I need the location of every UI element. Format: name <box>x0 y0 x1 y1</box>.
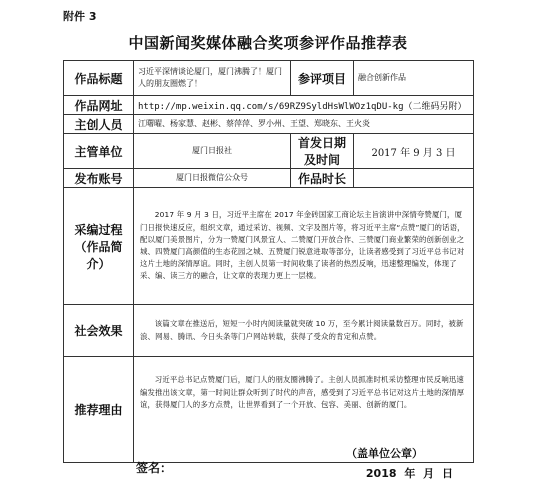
duration-label: 作品时长 <box>291 169 354 188</box>
first-publish-value: 2017 年 9 月 3 日 <box>354 134 474 169</box>
process-label: 采编过程 （作品简介） <box>64 188 134 305</box>
row-work-title <box>64 61 474 96</box>
reason-label: 推荐理由 <box>64 357 134 463</box>
first-publish-label: 首发日期及时间 <box>291 134 354 169</box>
effect-text: 该篇文章在推送后，短短一小时内阅读量就突破 10 万，至今累计阅读量数百万。同时，被新浪、网易、腾讯、今日头条等门户网站转载，获得了受众的肯定和点赞。 <box>134 305 474 357</box>
work-title-label: 作品标题 <box>64 61 134 96</box>
row-effect <box>64 305 474 357</box>
sign-date: 2018 年 月 日 <box>365 467 453 481</box>
annex-label: 附件 3 <box>63 10 97 23</box>
entry-item-value: 融合创新作品 <box>354 61 474 96</box>
row-work-url <box>64 96 474 115</box>
row-reason <box>64 357 474 429</box>
work-title-value: 习近平深情谈论厦门，厦门沸腾了！厦门人的朋友圈燃了！ <box>134 61 291 96</box>
work-url-value: http://mp.weixin.qq.com/s/69RZ9SyldHsWlWOz1qDU-kg（二维码另附） <box>134 96 474 115</box>
supervisor-value: 厦门日报社 <box>134 134 291 169</box>
sign-label: 签名： <box>136 461 173 476</box>
sign-cell <box>134 429 474 481</box>
effect-label: 社会效果 <box>64 305 134 357</box>
creators-value: 江曙曜、杨家慧、赵彬、蔡萍萍、罗小州、王望、郑晓东、王火炎 <box>134 115 474 134</box>
process-text: 2017 年 9 月 3 日，习近平主席在 2017 年金砖国家工商论坛主旨演讲中深情夸赞厦门，厦门日报快速反应，组织文章，通过采访、视频、文字及图片等，将习近平主席“点赞”厦门的话语，配以厦门美景图片，分为一赞厦门风景宜人、二赞厦门开放合作、三赞厦门商业繁荣的创新创业之城、四赞厦门高颜值的生态花园之城、五赞厦门锐意进取等部分，让读者感受到了习近平总书记对这片土地的深情厚谊。同时，主创人员第一时间收集了读者的热烈反响，迅速整理编发，体现了采、编、读三方的融合，让文章的表现力更上一层楼。 <box>134 188 474 305</box>
row-process <box>64 188 474 305</box>
duration-value <box>354 169 474 188</box>
page-title: 中国新闻奖媒体融合奖项参评作品推荐表 <box>128 34 408 52</box>
recommendation-form-table <box>63 60 474 481</box>
creators-label: 主创人员 <box>64 115 134 134</box>
entry-item-label: 参评项目 <box>291 61 354 96</box>
row-creators <box>64 115 474 134</box>
work-url-label: 作品网址 <box>64 96 134 115</box>
reason-text: 习近平总书记点赞厦门后，厦门人的朋友圈沸腾了。主创人员抓准时机采访整理市民反响迅速编发推出该文章，第一时间让群众听到了时代的声音，感受到了习近平总书记对这片土地的深情厚谊，获得厦门人的多方点赞，让世界看到了一个开放、包容、美丽、创新的厦门。 <box>134 357 474 429</box>
account-value: 厦门日报微信公众号 <box>134 169 291 188</box>
row-account <box>64 169 474 188</box>
supervisor-label: 主管单位 <box>64 134 134 169</box>
account-label: 发布账号 <box>64 169 134 188</box>
row-supervisor <box>64 134 474 169</box>
seal-note: （盖单位公章） <box>346 447 423 461</box>
